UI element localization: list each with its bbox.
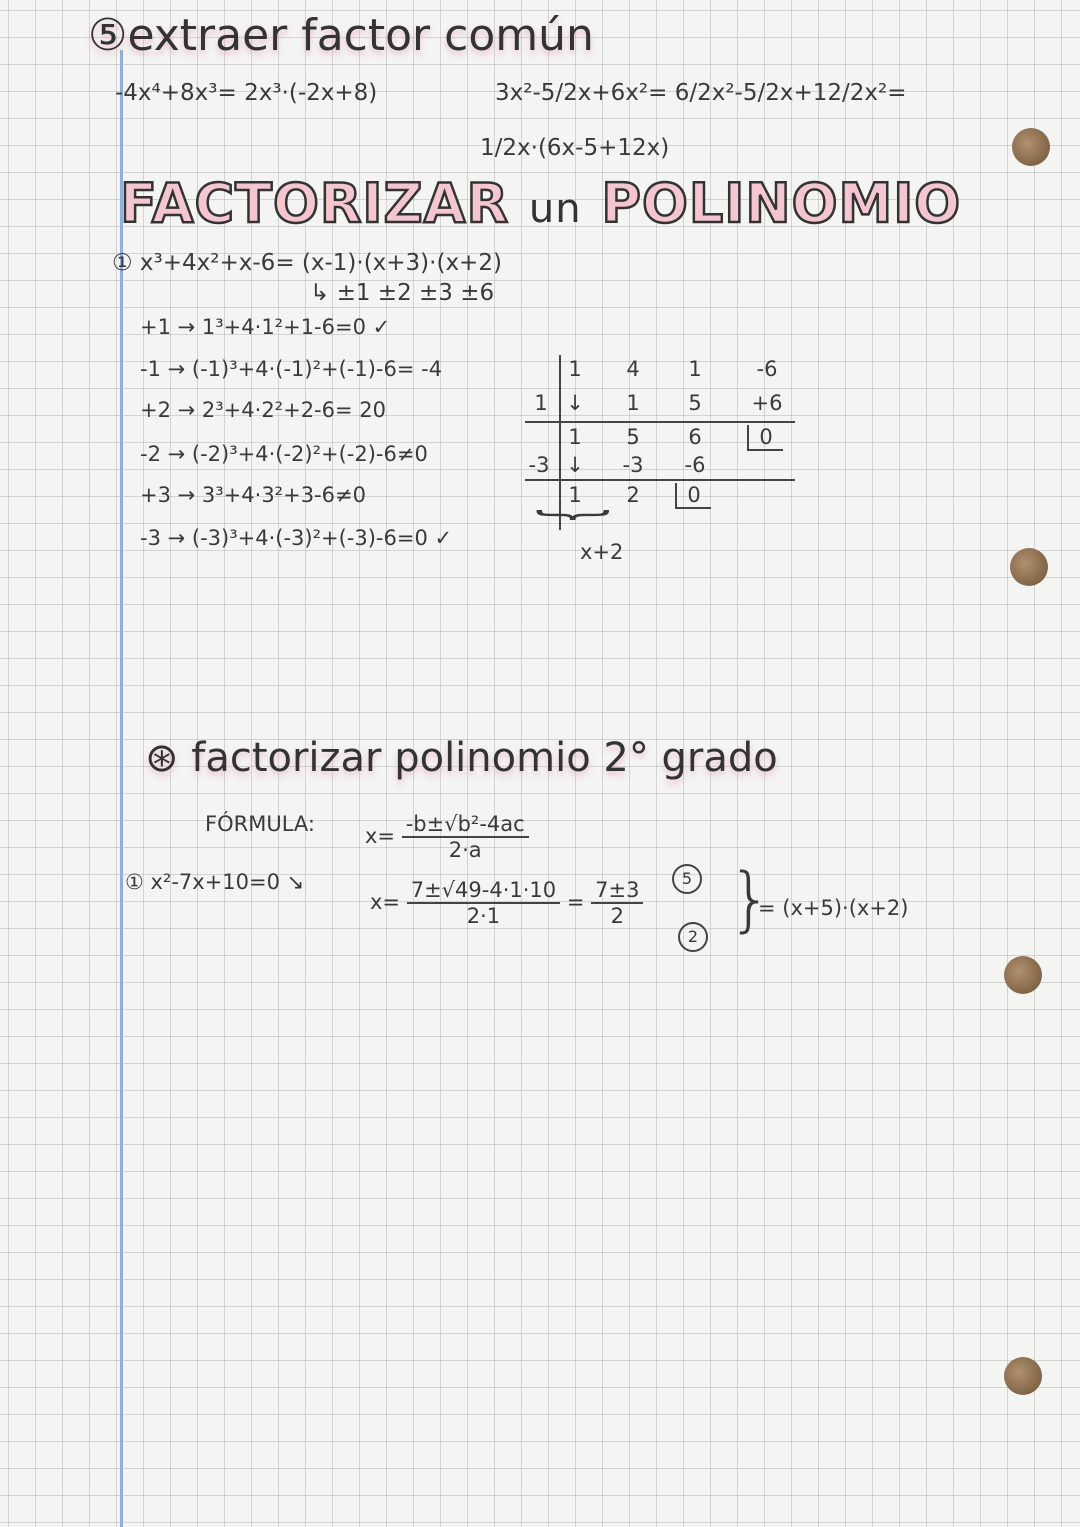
- section-heading: ⑤extraer factor común: [88, 10, 594, 61]
- remainder: 0: [747, 425, 783, 451]
- cell: 1: [568, 357, 582, 381]
- formula-lhs: x=: [365, 824, 396, 848]
- denominator: 2: [610, 904, 624, 928]
- divisors: ↳ ±1 ±2 ±3 ±6: [310, 280, 495, 306]
- solution: [370, 878, 643, 928]
- cell: 5: [688, 391, 702, 415]
- denominator: 2·a: [448, 838, 482, 862]
- punch-hole: [1004, 1357, 1042, 1395]
- lhs: x=: [370, 890, 401, 914]
- cell: 1: [568, 483, 582, 507]
- fraction: [591, 878, 643, 928]
- brace-icon: }: [528, 506, 619, 524]
- cell: 4: [626, 357, 640, 381]
- cell: 1: [688, 357, 702, 381]
- cell: 5: [626, 425, 640, 449]
- numerator: -b±√b²-4ac: [402, 812, 529, 838]
- root-value: 5: [672, 864, 702, 894]
- root-circle: [678, 922, 708, 952]
- divider: [525, 421, 795, 423]
- punch-hole: [1010, 548, 1048, 586]
- main-title: [120, 172, 961, 235]
- quotient: x+2: [580, 540, 624, 564]
- equation: ① x³+4x²+x-6= (x-1)·(x+3)·(x+2): [112, 250, 502, 276]
- root-value: 2: [678, 922, 708, 952]
- formula: [365, 812, 529, 862]
- fraction: [402, 812, 529, 862]
- trial: +1 → 1³+4·1²+1-6=0 ✓: [140, 315, 391, 339]
- section-heading: ⊛ factorizar polinomio 2° grado: [145, 735, 778, 781]
- trial: -1 → (-1)³+4·(-1)²+(-1)-6= -4: [140, 357, 443, 381]
- equation: 3x²-5/2x+6x²= 6/2x²-5/2x+12/2x²=: [495, 80, 907, 106]
- cell: 1: [626, 391, 640, 415]
- brace-icon: }: [728, 858, 773, 940]
- denominator: 2·1: [466, 904, 501, 928]
- cell: ↓: [566, 391, 584, 415]
- trial: -3 → (-3)³+4·(-3)²+(-3)-6=0 ✓: [140, 526, 453, 550]
- trial: -2 → (-2)³+4·(-2)²+(-2)-6≠0: [140, 442, 428, 466]
- remainder: 0: [675, 483, 711, 509]
- cell: -6: [684, 453, 706, 477]
- cell: ↓: [566, 453, 584, 477]
- equation: -4x⁴+8x³= 2x³·(-2x+8): [115, 80, 378, 106]
- root-circle: [672, 864, 702, 894]
- equals: =: [566, 890, 585, 914]
- cell: -6: [756, 357, 778, 381]
- fraction: [407, 878, 560, 928]
- punch-hole: [1004, 956, 1042, 994]
- cell: 1: [568, 425, 582, 449]
- punch-hole: [1012, 128, 1050, 166]
- trial: +3 → 3³+4·3²+3-6≠0: [140, 483, 366, 507]
- root: -3: [528, 453, 550, 477]
- cell: 6: [688, 425, 702, 449]
- root: 1: [534, 391, 548, 415]
- result: = (x+5)·(x+2): [758, 896, 909, 920]
- cell: 2: [626, 483, 640, 507]
- numerator: 7±3: [591, 878, 643, 904]
- numerator: 7±√49-4·1·10: [407, 878, 560, 904]
- divider: [525, 479, 795, 481]
- cell: -3: [622, 453, 644, 477]
- ruffini-table: [525, 355, 800, 515]
- trial: +2 → 2³+4·2²+2-6= 20: [140, 398, 386, 422]
- title-part: POLINOMIO: [601, 172, 962, 235]
- equation: 1/2x·(6x-5+12x): [480, 135, 670, 161]
- formula-label: FÓRMULA:: [205, 812, 315, 836]
- title-part: un: [528, 186, 582, 232]
- cell: +6: [751, 391, 783, 415]
- equation: ① x²-7x+10=0 ↘: [125, 870, 305, 894]
- title-part: FACTORIZAR: [120, 172, 510, 235]
